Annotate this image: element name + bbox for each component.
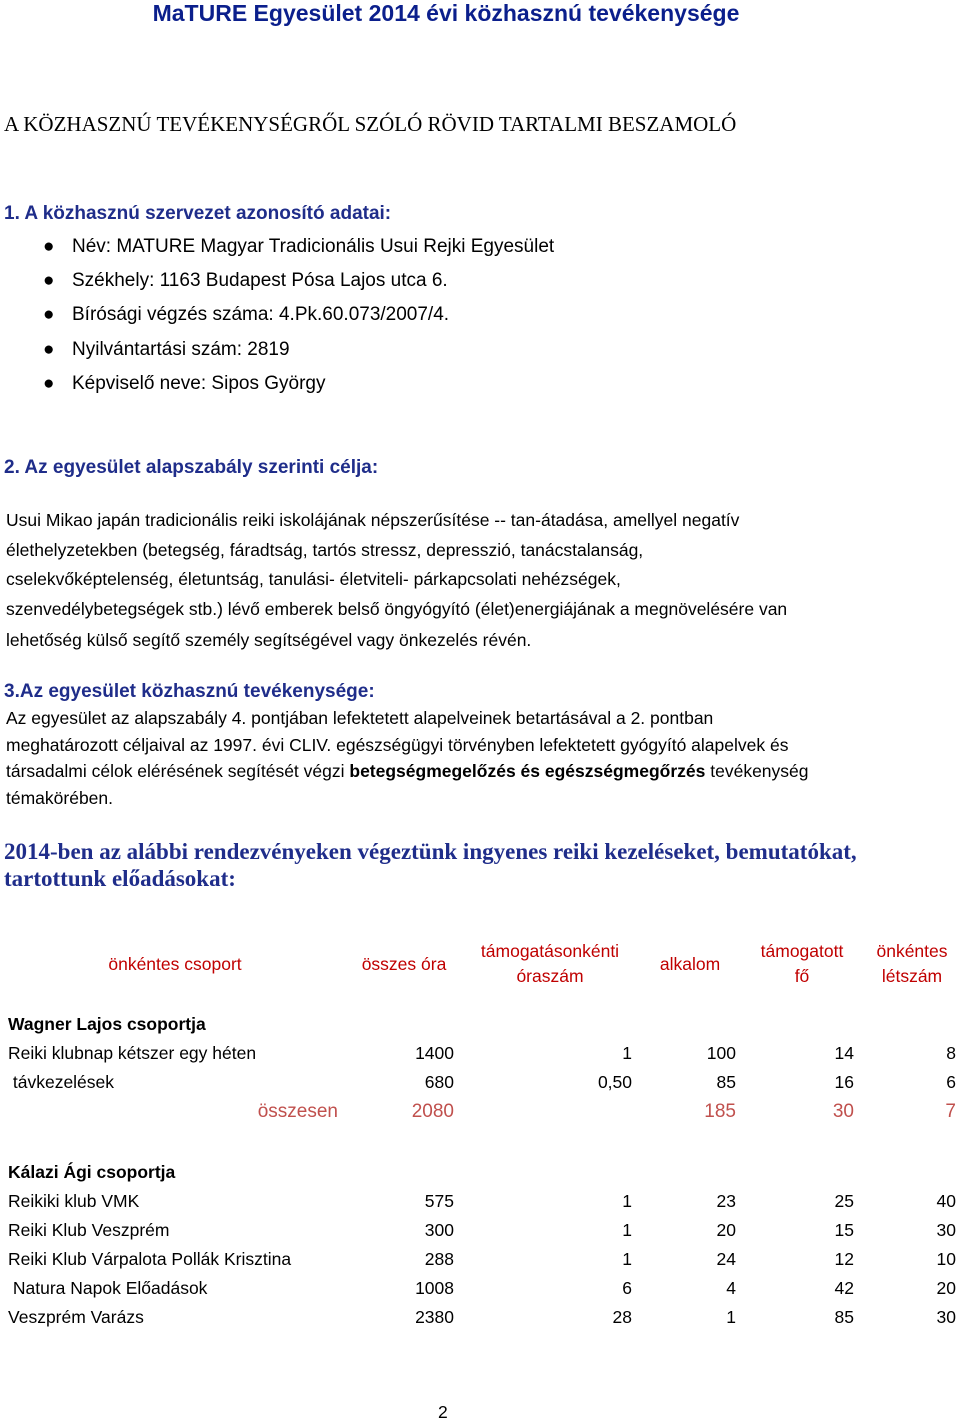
total-hours: 2080 — [411, 1101, 454, 1122]
list-item: ● Nyilvántartási szám: 2819 — [43, 339, 290, 360]
bullet-icon: ● — [43, 339, 55, 360]
bullet-icon: ● — [43, 304, 55, 325]
list-item: ● Bírósági végzés száma: 4.Pk.60.073/2007/4. — [43, 304, 450, 325]
paragraph-line: cselekvőképtelenség, életuntság, tanulási- életviteli- párkapcsolati nehézségek, — [6, 569, 621, 589]
section3-heading: 3.Az egyesület közhasznú tevékenysége: — [4, 681, 375, 702]
cell-volunteers: 10 — [936, 1249, 956, 1269]
list-item: ● Képviselő neve: Sipos György — [43, 373, 326, 394]
paragraph-line: társadalmi célok elérésének segítését végzi betegségmegelőzés és egészségmegőrzés tevékenység — [6, 761, 809, 781]
cell-name: Natura Napok Előadások — [8, 1278, 208, 1298]
table-header-volunteers: önkéntes létszám — [876, 941, 948, 986]
group-name: Wagner Lajos csoportja — [8, 1014, 206, 1034]
cell-hours-per: 0,50 — [597, 1072, 632, 1092]
bullet-icon: ● — [43, 236, 55, 257]
table-header-group: önkéntes csoport — [108, 954, 242, 974]
table-header-occasions: alkalom — [659, 954, 721, 974]
cell-hours-per: 6 — [622, 1278, 632, 1298]
cell-name: Reiki Klub Veszprém — [8, 1220, 170, 1240]
cell-supported: 14 — [834, 1043, 854, 1063]
paragraph-line: Az egyesület az alapszabály 4. pontjában lefektetett alapelveinek betartásával a 2. pontban — [6, 708, 714, 728]
bullet-icon: ● — [43, 270, 55, 291]
section2-heading: 2. Az egyesület alapszabály szerinti célja: — [4, 457, 379, 478]
cell-volunteers: 40 — [936, 1191, 956, 1211]
cell-hours: 680 — [424, 1072, 454, 1092]
section1-heading: 1. A közhasznú szervezet azonosító adatai: — [4, 203, 392, 224]
cell-name: Reiki Klub Várpalota Pollák Krisztina — [8, 1249, 292, 1269]
cell-name: távkezelések — [8, 1072, 115, 1092]
cell-occasions: 4 — [726, 1278, 736, 1298]
cell-hours: 288 — [424, 1249, 454, 1269]
cell-hours: 575 — [424, 1191, 454, 1211]
cell-hours-per: 1 — [622, 1249, 632, 1269]
paragraph-line: meghatározott céljaival az 1997. évi CLIV. egészségügyi törvényben lefektetett gyógyító alapelvek és — [6, 735, 789, 755]
total-supported: 30 — [832, 1101, 854, 1122]
cell-hours: 2380 — [415, 1307, 454, 1327]
cell-occasions: 23 — [716, 1191, 736, 1211]
cell-supported: 25 — [834, 1191, 854, 1211]
cell-occasions: 85 — [716, 1072, 736, 1092]
cell-occasions: 24 — [716, 1249, 736, 1269]
total-label: összesen — [257, 1101, 338, 1122]
cell-volunteers: 6 — [946, 1072, 956, 1092]
cell-name: Veszprém Varázs — [8, 1307, 144, 1327]
cell-occasions: 20 — [716, 1220, 736, 1240]
total-volunteers: 7 — [945, 1101, 956, 1122]
cell-name: Reiki klubnap kétszer egy héten — [8, 1043, 257, 1063]
cell-supported: 16 — [834, 1072, 854, 1092]
cell-volunteers: 20 — [936, 1278, 956, 1298]
list-item: ● Székhely: 1163 Budapest Pósa Lajos utca 6. — [43, 270, 448, 291]
paragraph-line: élethelyzetekben (betegség, fáradtság, tartós stressz, depresszió, tanácstalanság, — [6, 540, 644, 560]
total-occasions: 185 — [704, 1101, 736, 1122]
cell-supported: 15 — [834, 1220, 854, 1240]
table-header-hours-per: támogatásonkénti óraszám — [480, 941, 620, 986]
cell-hours: 300 — [424, 1220, 454, 1240]
cell-volunteers: 30 — [936, 1220, 956, 1240]
document-title: MaTURE Egyesület 2014 évi közhasznú tevékenysége — [152, 0, 740, 26]
report-heading: A KÖZHASZNÚ TEVÉKENYSÉGRŐL SZÓLÓ RÖVID TARTALMI BESZAMOLÓ — [4, 112, 737, 136]
cell-volunteers: 8 — [946, 1043, 956, 1063]
highlighted-text: betegségmegelőzés és egészségmegőrzés — [349, 761, 706, 781]
cell-supported: 85 — [834, 1307, 854, 1327]
cell-hours-per: 1 — [622, 1191, 632, 1211]
cell-hours: 1400 — [415, 1043, 454, 1063]
events-heading: 2014-ben az alábbi rendezvényeken végeztünk ingyenes reiki kezeléseket, bemutatókat, tartottunk előadásokat: — [4, 839, 857, 891]
table-header-supported: támogatott fő — [760, 941, 844, 986]
group-name: Kálazi Ági csoportja — [8, 1162, 176, 1182]
cell-supported: 42 — [834, 1278, 854, 1298]
paragraph-line: szenvedélybetegségek stb.) lévő emberek belső öngyógyító (élet)energiájának a megnövelésére van — [6, 599, 788, 619]
table-header-hours: összes óra — [361, 954, 447, 974]
cell-volunteers: 30 — [936, 1307, 956, 1327]
page-number: 2 — [438, 1402, 448, 1422]
list-item: ● Név: MATURE Magyar Tradicionális Usui Rejki Egyesület — [43, 236, 555, 257]
paragraph-line: lehetőség külső segítő személy segítségével vagy önkezelés révén. — [6, 630, 532, 650]
cell-hours-per: 28 — [612, 1307, 632, 1327]
cell-hours-per: 1 — [622, 1043, 632, 1063]
cell-name: Reikiki klub VMK — [8, 1191, 140, 1211]
cell-hours: 1008 — [415, 1278, 454, 1298]
cell-supported: 12 — [834, 1249, 854, 1269]
cell-occasions: 100 — [706, 1043, 736, 1063]
bullet-icon: ● — [43, 373, 55, 394]
paragraph-line: Usui Mikao japán tradicionális reiki iskolájának népszerűsítése -- tan-átadása, amellyel negatív — [6, 510, 740, 530]
paragraph-line: témakörében. — [6, 788, 114, 808]
cell-occasions: 1 — [726, 1307, 736, 1327]
cell-hours-per: 1 — [622, 1220, 632, 1240]
